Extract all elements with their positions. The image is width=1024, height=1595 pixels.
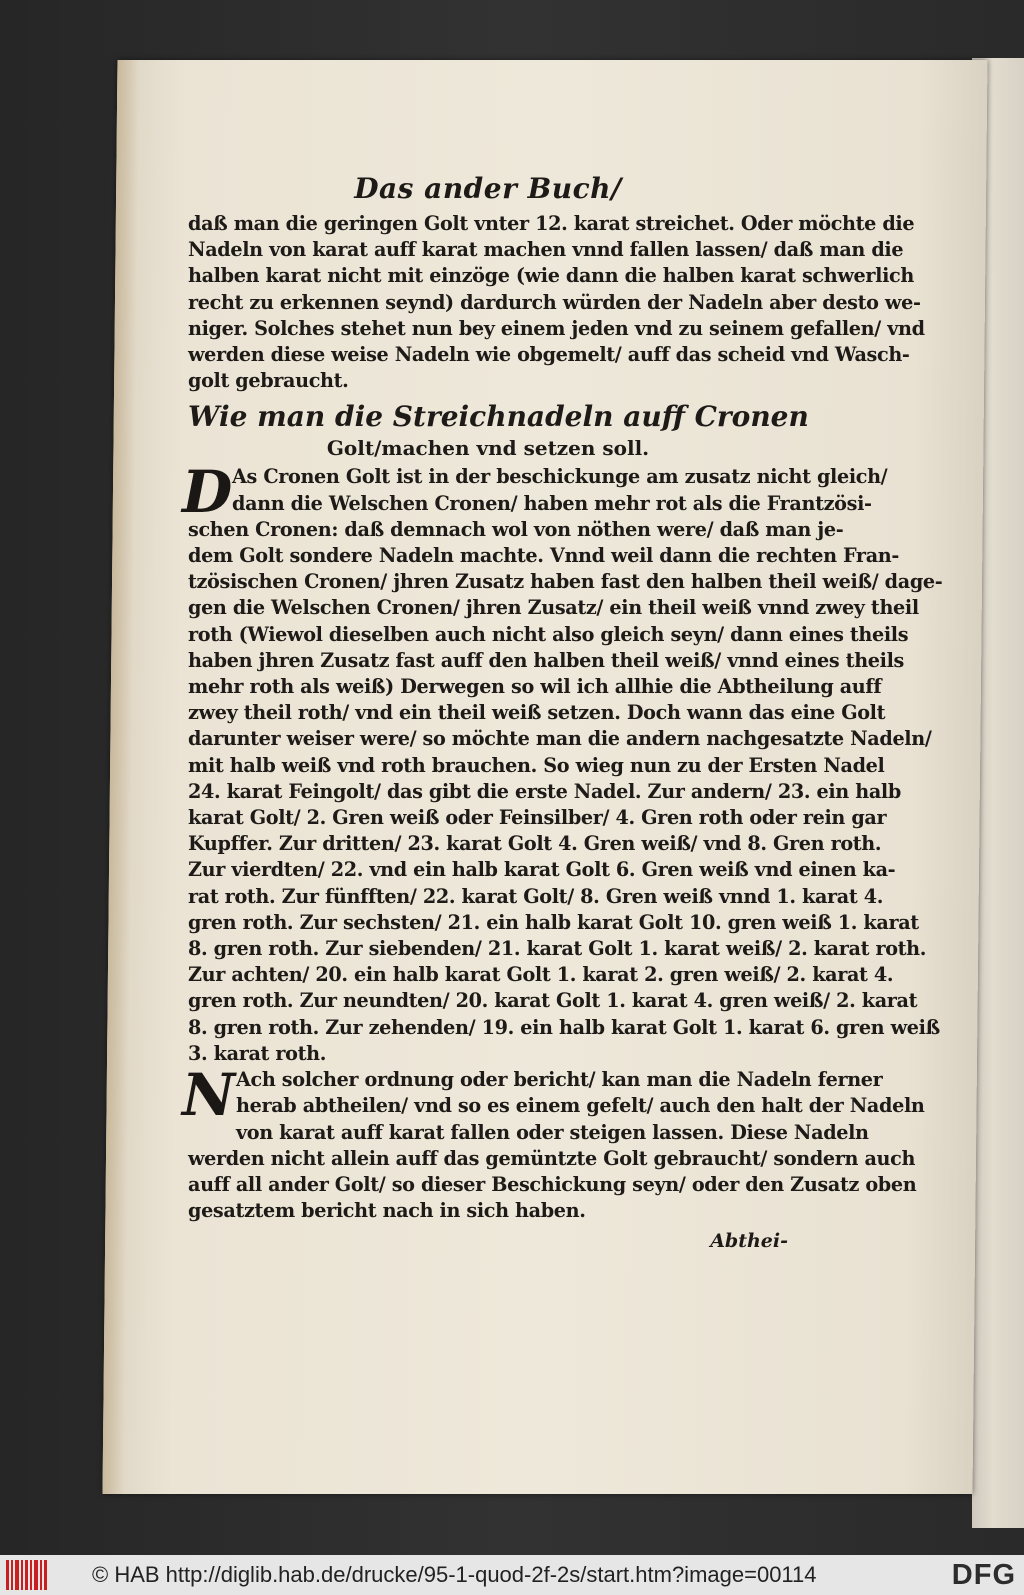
- text-line: 8. gren roth. Zur siebenden/ 21. karat Golt 1. karat weiß/ 2. karat roth.: [188, 937, 927, 961]
- footer-bar: [0, 1555, 1024, 1595]
- text-line: werden nicht allein auff das gemüntzte Golt gebraucht/ sondern auch: [188, 1146, 916, 1170]
- paragraph-1: [188, 211, 925, 394]
- text-line: 8. gren roth. Zur zehenden/ 19. ein halb karat Golt 1. karat 6. gren weiß: [188, 1015, 940, 1039]
- page-text: [182, 110, 943, 1253]
- text-line: 3. karat roth.: [188, 1041, 327, 1065]
- text-line: werden diese weise Nadeln wie obgemelt/ auff das scheid vnd Wasch-: [188, 343, 910, 367]
- drop-cap: D: [182, 458, 233, 527]
- text-line: von karat auff karat fallen oder steigen lassen. Diese Nadeln: [236, 1120, 869, 1144]
- section-heading: Wie man die Streichnadeln auff Cronen: [188, 400, 809, 434]
- text-line: darunter weiser were/ so möchte man die andern nachgesatzte Nadeln/: [188, 727, 932, 751]
- text-line: auff all ander Golt/ so dieser Beschickung seyn/ oder den Zusatz oben: [188, 1172, 917, 1196]
- text-line: haben jhren Zusatz fast auff den halben theil weiß/ vnnd eines theils: [188, 648, 904, 672]
- text-line: mehr roth als weiß) Derwegen so wil ich allhie die Abtheilung auff: [188, 675, 882, 699]
- text-line: mit halb weiß vnd roth brauchen. So wieg nun zu der Ersten Nadel: [188, 753, 885, 777]
- text-line: gesatztem bericht nach in sich haben.: [188, 1199, 586, 1223]
- section-subheading: Golt/machen vnd setzen soll.: [326, 436, 650, 461]
- text-line: karat Golt/ 2. Gren weiß oder Feinsilber/ 4. Gren roth oder rein gar: [188, 806, 887, 830]
- text-line: golt gebraucht.: [188, 369, 349, 393]
- text-line: gren roth. Zur sechsten/ 21. ein halb karat Golt 10. gren weiß 1. karat: [188, 910, 919, 934]
- text-line: Zur vierdten/ 22. vnd ein halb karat Golt 6. Gren weiß vnd einen ka-: [188, 858, 896, 882]
- text-line: tzösischen Cronen/ jhren Zusatz haben fast den halben theil weiß/ dage-: [188, 570, 943, 594]
- text-line: rat roth. Zur fünfften/ 22. karat Golt/ 8. Gren weiß vnnd 1. karat 4.: [188, 884, 884, 908]
- text-line: niger. Solches stehet nun bey einem jeden vnd zu seinem gefallen/ vnd: [188, 316, 925, 340]
- text-line: Nadeln von karat auff karat machen vnnd fallen lassen/ daß man die: [188, 238, 904, 262]
- text-line: dann die Welschen Cronen/ haben mehr rot als die Frantzösi-: [232, 491, 872, 515]
- text-line: 24. karat Feingolt/ das gibt die erste Nadel. Zur andern/ 23. ein halb: [188, 779, 901, 803]
- text-line: halben karat nicht mit einzöge (wie dann die halben karat schwerlich: [188, 264, 914, 288]
- text-line: Kupffer. Zur dritten/ 23. karat Golt 4. Gren weiß/ vnd 8. Gren roth.: [188, 832, 882, 856]
- text-line: daß man die geringen Golt vnter 12. karat streichet. Oder möchte die: [188, 212, 915, 235]
- text-line: schen Cronen: daß demnach wol von nöthen were/ daß man je-: [188, 517, 844, 541]
- footer-credit-link[interactable]: © HAB http://diglib.hab.de/drucke/95-1-quod-2f-2s/start.htm?image=00114: [92, 1562, 817, 1587]
- paragraph-3: [182, 1061, 925, 1224]
- running-head: Das ander Buch/: [354, 172, 622, 205]
- text-line: Ach solcher ordnung oder bericht/ kan man die Nadeln ferner: [236, 1068, 883, 1092]
- text-line: zwey theil roth/ vnd ein theil weiß setzen. Doch wann das eine Golt: [188, 701, 886, 725]
- text-line: recht zu erkennen seynd) dardurch würden der Nadeln aber desto we-: [188, 290, 921, 314]
- drop-cap: N: [182, 1061, 236, 1130]
- paragraph-2: [182, 458, 943, 1067]
- catchword: Abthei-: [710, 1230, 788, 1253]
- dfg-logo: DFG: [951, 1559, 1016, 1591]
- text-line: As Cronen Golt ist in der beschickunge am zusatz nicht gleich/: [232, 465, 888, 489]
- text-line: dem Golt sondere Nadeln machte. Vnnd weil dann die rechten Fran-: [188, 544, 899, 568]
- library-barcode-icon: [6, 1560, 50, 1590]
- text-line: gen die Welschen Cronen/ jhren Zusatz/ ein theil weiß vnnd zwey theil: [188, 596, 919, 620]
- text-line: herab abtheilen/ vnd so es einem gefelt/ auch den halt der Nadeln: [236, 1094, 925, 1118]
- text-line: roth (Wiewol dieselben auch nicht also gleich seyn/ dann eines theils: [188, 622, 909, 646]
- text-line: Zur achten/ 20. ein halb karat Golt 1. karat 2. gren weiß/ 2. karat 4.: [188, 963, 894, 987]
- text-line: gren roth. Zur neundten/ 20. karat Golt 1. karat 4. gren weiß/ 2. karat: [188, 989, 918, 1013]
